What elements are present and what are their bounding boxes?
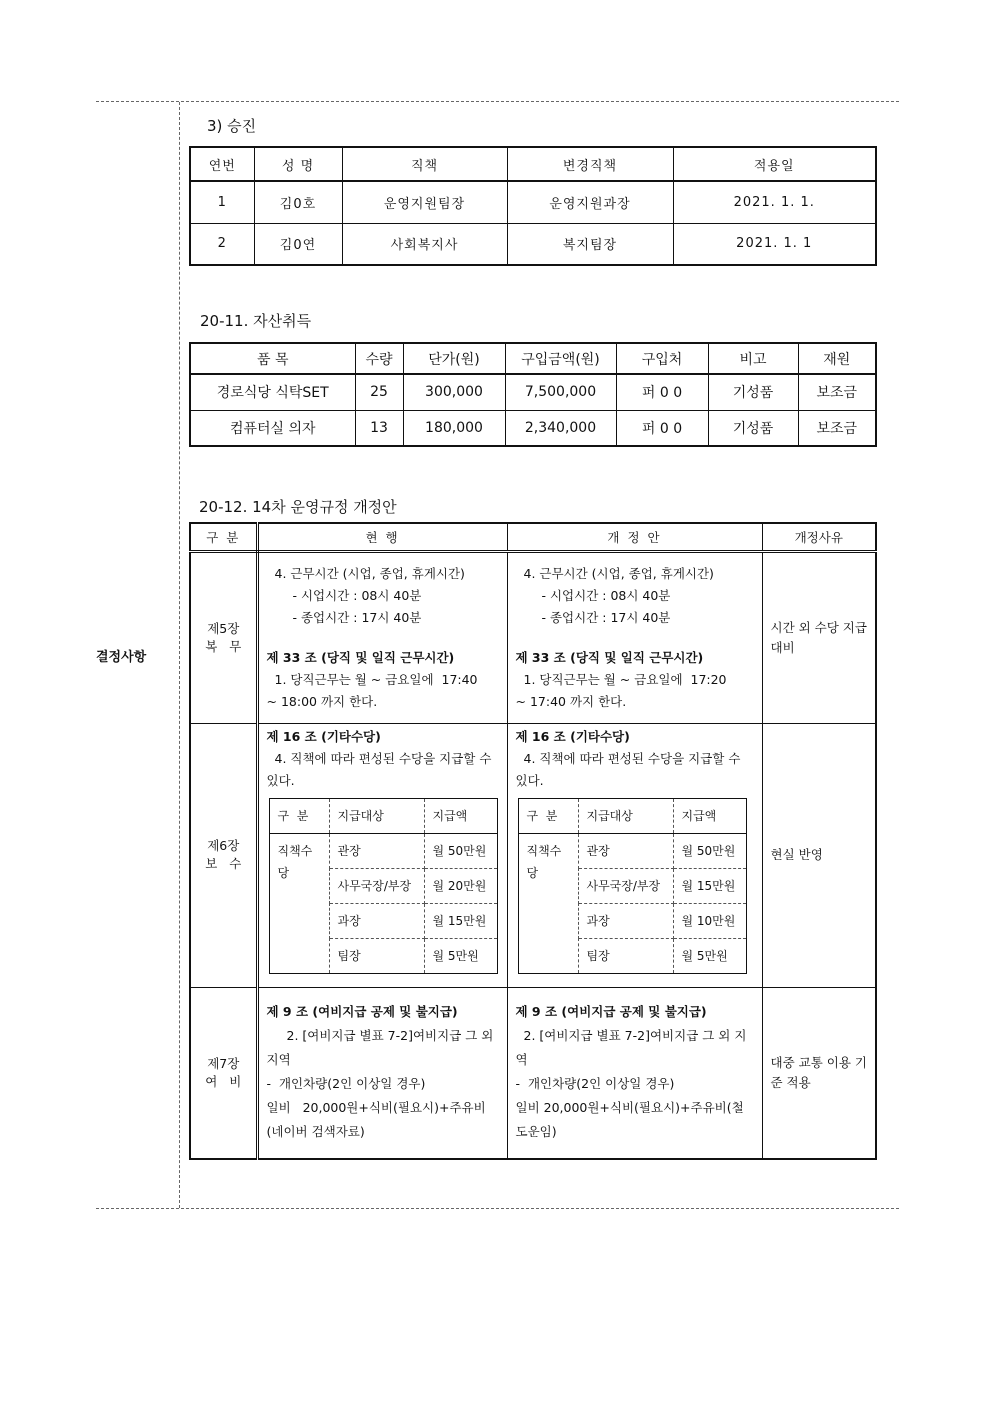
inner-header: 구 분: [518, 798, 578, 833]
text-line: 4. 근무시간 (시업, 종업, 휴게시간): [274, 565, 465, 581]
inner-cell: 월 15만원: [673, 868, 746, 903]
table-cell: 컴퓨터실 의자: [190, 410, 355, 446]
reason-cell: 대중 교통 이용 기준 적용: [762, 987, 876, 1159]
promotion-table: [189, 146, 877, 266]
inner-cell: 사무국장/부장: [578, 868, 673, 903]
inner-group: 직책수당: [269, 833, 329, 973]
text-line: ~ 18:00 까지 한다.: [266, 693, 378, 709]
inner-cell: 월 5만원: [424, 938, 497, 973]
table-row: [190, 551, 876, 723]
table-cell: 운영지원팀장: [342, 181, 507, 223]
revised-text-cell: [507, 723, 762, 987]
header-cell: 변경직책: [507, 147, 673, 181]
inner-header: 구 분: [269, 798, 329, 833]
inner-cell: 월 20만원: [424, 868, 497, 903]
column-divider: [179, 102, 180, 1208]
header-cell: 적용일: [673, 147, 876, 181]
table-cell: 13: [355, 410, 403, 446]
header-cell: 구입금액(원): [505, 343, 616, 374]
header-cell: 구입처: [616, 343, 708, 374]
inner-cell: 팀장: [329, 938, 424, 973]
table-cell: 보조금: [798, 410, 876, 446]
inner-header: 지급액: [424, 798, 497, 833]
table-cell: 퍼 0 0: [616, 374, 708, 410]
assets-title: 20-11. 자산취득: [200, 312, 312, 330]
header-cell: 구 분: [190, 523, 257, 551]
table-cell: 퍼 0 0: [616, 410, 708, 446]
table-cell: 김0연: [254, 223, 342, 265]
chapter-cell: [190, 723, 257, 987]
header-cell: 재원: [798, 343, 876, 374]
article-heading: 제 33 조 (당직 및 일직 근무시간): [266, 649, 455, 665]
chapter-name: 여 비: [205, 1073, 242, 1089]
text-line: 2. [여비지급 별표 7-2]여비지급 그 외 지역: [515, 1027, 747, 1067]
current-text-cell: [257, 551, 507, 723]
table-cell: 2,340,000: [505, 410, 616, 446]
inner-cell: 관장: [329, 833, 424, 868]
chapter-number: 제7장: [207, 1055, 240, 1071]
top-divider: [96, 101, 899, 102]
text-line: 1. 당직근무는 월 ~ 금요일에 17:40: [274, 671, 478, 687]
decision-label: 결정사항: [96, 650, 147, 665]
article-heading: 제 16 조 (기타수당): [266, 728, 381, 744]
allowance-table: [269, 798, 498, 974]
table-row: [190, 410, 876, 446]
allowance-table: [518, 798, 747, 974]
revised-text-cell: [507, 987, 762, 1159]
article-heading: 제 9 조 (여비지급 공제 및 불지급): [515, 1003, 707, 1019]
chapter-number: 제5장: [207, 620, 240, 636]
current-text-cell: [257, 723, 507, 987]
current-text-cell: [257, 987, 507, 1159]
inner-cell: 과장: [329, 903, 424, 938]
inner-cell: 월 50만원: [673, 833, 746, 868]
table-cell: 경로식당 식탁SET: [190, 374, 355, 410]
text-line: 4. 근무시간 (시업, 종업, 휴게시간): [523, 565, 714, 581]
table-cell: 300,000: [403, 374, 505, 410]
text-line: - 종업시간 : 17시 40분: [292, 609, 422, 625]
table-cell: 복지팀장: [507, 223, 673, 265]
text-line: 일비 20,000원+식비(필요시)+주유비(네이버 검색자료): [266, 1099, 486, 1139]
article-heading: 제 33 조 (당직 및 일직 근무시간): [515, 649, 704, 665]
table-cell: 7,500,000: [505, 374, 616, 410]
table-cell: 김0호: [254, 181, 342, 223]
text-line: - 시업시간 : 08시 40분: [292, 587, 422, 603]
chapter-cell: [190, 987, 257, 1159]
table-cell: 기성품: [708, 410, 798, 446]
inner-header: 지급액: [673, 798, 746, 833]
article-heading: 제 9 조 (여비지급 공제 및 불지급): [266, 1003, 458, 1019]
table-cell: 25: [355, 374, 403, 410]
inner-cell: 월 15만원: [424, 903, 497, 938]
table-row: [190, 723, 876, 987]
text-line: - 개인차량(2인 이상일 경우): [515, 1075, 675, 1091]
table-cell: 2: [190, 223, 254, 265]
inner-cell: 과장: [578, 903, 673, 938]
promotion-title: 3) 승진: [207, 117, 257, 135]
table-cell: 180,000: [403, 410, 505, 446]
inner-cell: 팀장: [578, 938, 673, 973]
table-cell: 운영지원과장: [507, 181, 673, 223]
inner-header: 지급대상: [578, 798, 673, 833]
text-line: 2. [여비지급 별표 7-2]여비지급 그 외 지역: [266, 1027, 494, 1067]
table-row: [190, 223, 876, 265]
chapter-number: 제6장: [207, 838, 240, 853]
text-line: ~ 17:40 까지 한다.: [515, 693, 627, 709]
text-line: - 종업시간 : 17시 40분: [541, 609, 671, 625]
rules-table: [189, 522, 877, 1160]
chapter-name: 보 수: [205, 856, 242, 871]
inner-cell: 관장: [578, 833, 673, 868]
header-cell: 단가(원): [403, 343, 505, 374]
table-cell: 2021. 1. 1: [673, 223, 876, 265]
header-cell: 수량: [355, 343, 403, 374]
reason-cell: 현실 반영: [762, 723, 876, 987]
chapter-cell: [190, 551, 257, 723]
inner-cell: 월 5만원: [673, 938, 746, 973]
table-row: [190, 181, 876, 223]
article-heading: 제 16 조 (기타수당): [515, 728, 630, 744]
text-line: - 시업시간 : 08시 40분: [541, 587, 671, 603]
table-cell: 보조금: [798, 374, 876, 410]
header-cell: 직책: [342, 147, 507, 181]
header-cell: 개정사유: [762, 523, 876, 551]
revised-text-cell: [507, 551, 762, 723]
table-row: [190, 987, 876, 1159]
text-line: 4. 직책에 따라 편성된 수당을 지급할 수 있다.: [266, 750, 492, 788]
header-cell: 연번: [190, 147, 254, 181]
header-cell: 성 명: [254, 147, 342, 181]
text-line: 일비 20,000원+식비(필요시)+주유비(철도운임): [515, 1099, 744, 1139]
inner-cell: 월 50만원: [424, 833, 497, 868]
inner-cell: 월 10만원: [673, 903, 746, 938]
table-row: [190, 374, 876, 410]
rules-title: 20-12. 14차 운영규정 개정안: [199, 498, 397, 516]
bottom-divider: [96, 1208, 899, 1209]
table-cell: 1: [190, 181, 254, 223]
header-cell: 현 행: [257, 523, 507, 551]
inner-cell: 사무국장/부장: [329, 868, 424, 903]
table-cell: 기성품: [708, 374, 798, 410]
text-line: 1. 당직근무는 월 ~ 금요일에 17:20: [523, 671, 727, 687]
chapter-name: 복 무: [205, 638, 242, 654]
table-cell: 2021. 1. 1.: [673, 181, 876, 223]
header-cell: 개 정 안: [507, 523, 762, 551]
inner-group: 직책수당: [518, 833, 578, 973]
text-line: 4. 직책에 따라 편성된 수당을 지급할 수 있다.: [515, 750, 741, 788]
reason-cell: 시간 외 수당 지급 대비: [762, 551, 876, 723]
inner-header: 지급대상: [329, 798, 424, 833]
header-cell: 비고: [708, 343, 798, 374]
table-cell: 사회복지사: [342, 223, 507, 265]
text-line: - 개인차량(2인 이상일 경우): [266, 1075, 426, 1091]
assets-table: [189, 342, 877, 447]
header-cell: 품 목: [190, 343, 355, 374]
